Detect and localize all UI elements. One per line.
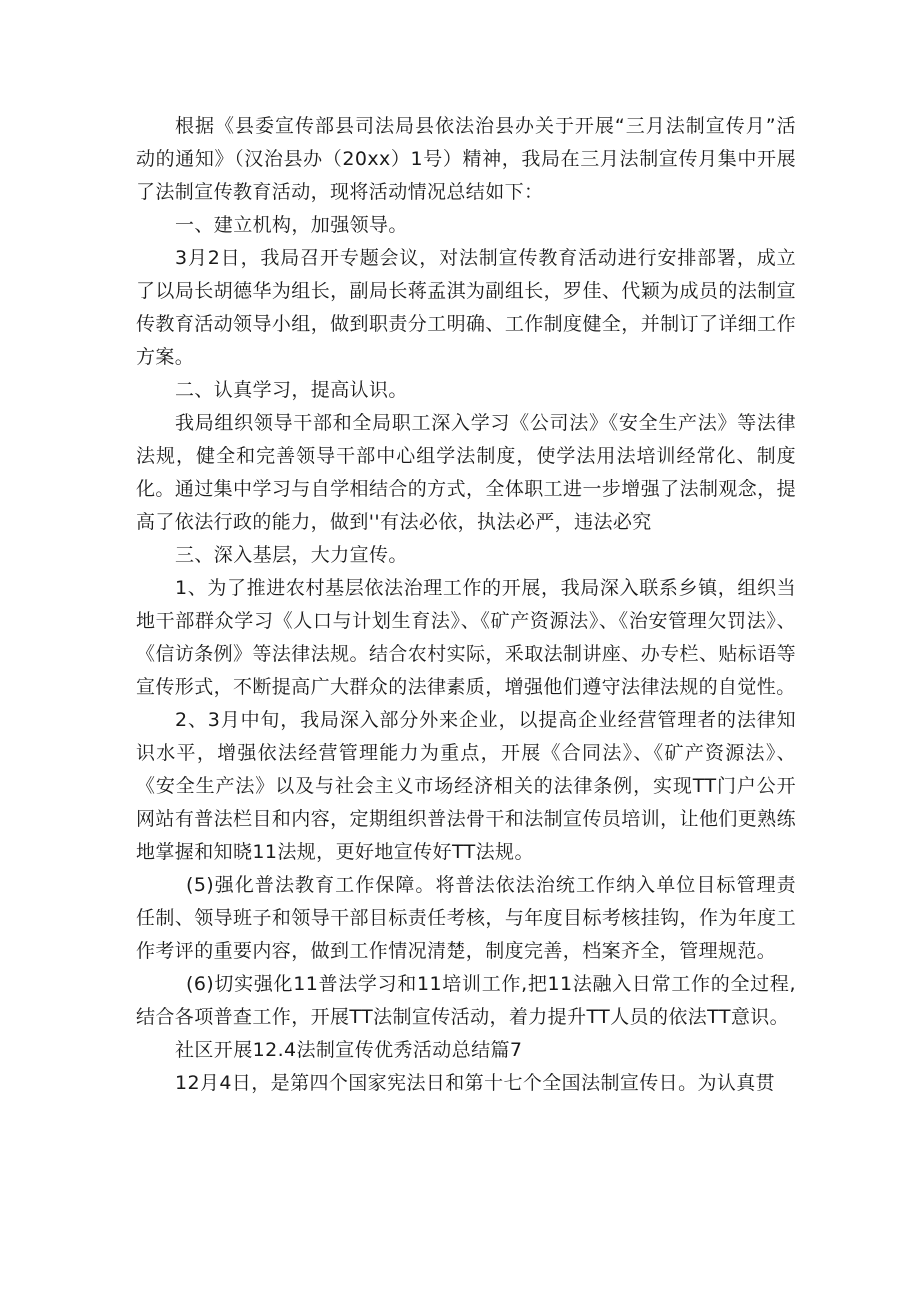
document-body [136,110,796,1100]
paragraph-intro: 根据《县委宣传部县司法局县依法治县办关于开展“三月法制宣传月”活动的通知》（汉治县办（20xx）1号）精神，我局在三月法制宣传月集中开展了法制宣传教育活动，现将活动情况总结如下： [136,115,796,203]
paragraph-section-2: 我局组织领导干部和全局职工深入学习《公司法》《安全生产法》等法律法规，健全和完善领导干部中心组学法制度，使学法用法培训经常化、制度化。通过集中学习与自学相结合的方式，全体职工进一步增强了法制观念，提高了依法行政的能力，做到''有法必依，执法必严，违法必究 [136,412,796,533]
section-heading-2: 二、认真学习，提高认识。 [175,379,408,401]
section-heading-1: 一、建立机构，加强领导。 [175,214,408,236]
article-title: 社区开展12.4法制宣传优秀活动总结篇7 [175,1039,523,1061]
paragraph-item-6: (6)切实强化11普法学习和11培训工作,把11法融入日常工作的全过程,结合各项普查工作，开展TT法制宣传活动，着力提升TT人员的依法TT意识。 [136,973,796,1028]
paragraph-section-1: 3月2日，我局召开专题会议，对法制宣传教育活动进行安排部署，成立了以局长胡德华为组长，副局长蒋孟淇为副组长，罗佳、代颖为成员的法制宣传教育活动领导小组，做到职责分工明确、工作制度健全，并制订了详细工作方案。 [136,247,796,368]
section-heading-3: 三、深入基层，大力宣传。 [175,544,408,566]
paragraph-item-2: 2、3月中旬，我局深入部分外来企业，以提高企业经营管理者的法律知识水平，增强依法经营管理能力为重点，开展《合同法》、《矿产资源法》、《安全生产法》以及与社会主义市场经济相关的法律条例，实现TT门户公开网站有普法栏目和内容，定期组织普法骨干和法制宣传员培训，让他们更熟练地掌握和知晓11法规，更好地宣传好TT法规。 [136,709,796,863]
paragraph-item-5: (5)强化普法教育工作保障。将普法依法治统工作纳入单位目标管理责任制、领导班子和领导干部目标责任考核，与年度目标考核挂钩，作为年度工作考评的重要内容，做到工作情况清楚，制度完善，档案齐全，管理规范。 [136,874,796,962]
paragraph-item-1: 1、为了推进农村基层依法治理工作的开展，我局深入联系乡镇，组织当地干部群众学习《人口与计划生育法》、《矿产资源法》、《治安管理欠罚法》、《信访条例》等法律法规。结合农村实际，釆取法制讲座、办专栏、贴标语等宣传形式，不断提高广大群众的法律素质，增强他们遵守法律法规的自觉性。 [136,577,796,698]
paragraph-article-intro: 12月4日，是第四个国家宪法日和第十七个全国法制宣传日。为认真贯 [175,1072,776,1094]
